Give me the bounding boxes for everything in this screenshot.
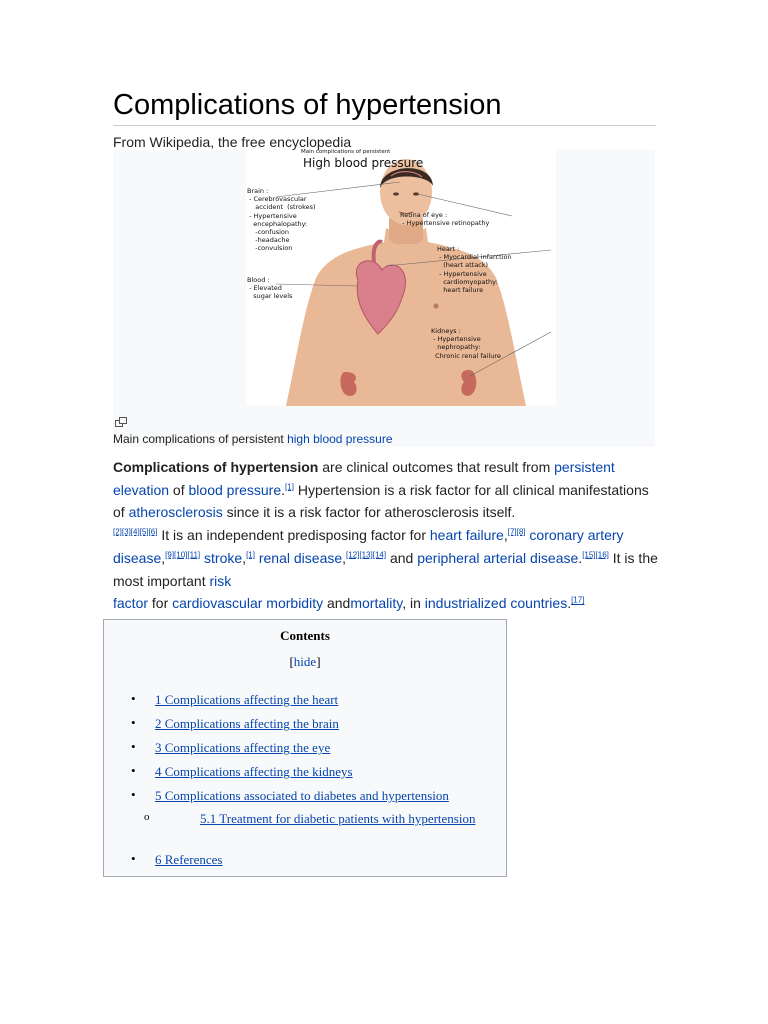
toc-subitem: [144, 811, 476, 827]
text-run: for: [148, 595, 173, 612]
text-run: .: [567, 595, 572, 612]
toc-link-kidneys[interactable]: 4 Complications affecting the kidneys: [155, 764, 353, 779]
page-title: Complications of hypertension: [113, 89, 502, 121]
text-run: Hypertension is a risk factor for all clinical manifestations of: [113, 481, 649, 521]
toc-item: [131, 763, 353, 780]
link-risk-factor[interactable]: risk: [209, 572, 232, 589]
link-atherosclerosis[interactable]: atherosclerosis: [128, 504, 223, 521]
toc-item: [131, 715, 339, 732]
text-run: are clinical outcomes that result from: [318, 459, 555, 475]
text-run: .: [578, 549, 583, 566]
text-run: ,: [161, 549, 166, 566]
link-mortality[interactable]: mortality: [350, 595, 403, 612]
toc-link-references[interactable]: 6 References: [155, 852, 223, 867]
reference-link[interactable]: [7][8]: [507, 527, 526, 537]
text-run: and: [323, 595, 351, 612]
text-run: of: [169, 481, 189, 498]
label-brain: Brain : - Cerebrovascular accident (strokes) - Hypertensive encephalopathy: -confusion -headache -convulsion: [247, 187, 316, 253]
link-stroke[interactable]: stroke: [204, 549, 243, 566]
text-run: ,: [342, 549, 347, 566]
reference-link[interactable]: [1]: [285, 482, 294, 492]
text-run: It is an independent predisposing factor for: [157, 527, 430, 544]
reference-link[interactable]: [2][3][4][5][6]: [113, 527, 158, 537]
toc-link-diabetes-treatment[interactable]: 5.1 Treatment for diabetic patients with hypertension: [200, 811, 476, 826]
link-persistent-elevation[interactable]: persistent elevation: [113, 459, 615, 498]
ring-bullet-icon: o: [144, 811, 150, 823]
toc-item: [131, 787, 449, 804]
text-run: ,: [503, 527, 508, 544]
figure-caption-text: Main complications of persistent: [113, 432, 284, 446]
toc-hide-button[interactable]: hide: [293, 654, 317, 669]
intro-paragraph: [113, 456, 658, 615]
toc-link-eye[interactable]: 3 Complications affecting the eye: [155, 740, 331, 755]
figure-caption: [113, 432, 393, 446]
link-industrialized-countries[interactable]: industrialized countries: [424, 595, 568, 612]
lead-term: Complications of hypertension: [113, 459, 319, 475]
link-cardiovascular-morbidity[interactable]: cardiovascular morbidity: [172, 595, 324, 612]
toc-item: [131, 691, 339, 708]
toc-bracket: ]: [316, 654, 321, 669]
toc-title: Contents: [280, 628, 330, 643]
label-kidneys: Kidneys : - Hypertensive nephropathy: Chronic renal failure: [431, 327, 501, 360]
toc-item: [131, 739, 331, 756]
site-tagline: From Wikipedia, the free encyclopedia: [113, 134, 352, 150]
bullet-icon: •: [131, 763, 136, 778]
text-run: since it is a risk factor for atherosclerosis itself.: [222, 504, 516, 521]
reference-link[interactable]: [12][13][14]: [346, 550, 387, 560]
label-blood: Blood : - Elevated sugar levels: [247, 276, 293, 301]
text-run: , in: [402, 595, 425, 612]
toc-link-diabetes[interactable]: 5 Complications associated to diabetes and hypertension: [155, 788, 449, 803]
text-run: ,: [242, 549, 247, 566]
table-of-contents: [103, 619, 507, 877]
link-peripheral-arterial-disease[interactable]: peripheral arterial disease: [417, 549, 579, 566]
bullet-icon: •: [131, 787, 136, 802]
reference-link[interactable]: [9][10][11]: [165, 550, 201, 560]
toc-link-heart[interactable]: 1 Complications affecting the heart: [155, 692, 339, 707]
bullet-icon: •: [131, 851, 136, 866]
link-blood-pressure[interactable]: blood pressure: [188, 481, 282, 498]
bullet-icon: •: [131, 739, 136, 754]
toc-bracket: [: [289, 654, 294, 669]
bullet-icon: •: [131, 691, 136, 706]
text-run: and: [386, 549, 418, 566]
text-run: It is the most important: [113, 549, 658, 589]
figure-header: High blood pressure: [303, 156, 424, 170]
link-renal-disease[interactable]: renal disease: [258, 549, 343, 566]
reference-link[interactable]: [15][16]: [582, 550, 609, 560]
reference-link[interactable]: [17]: [571, 595, 585, 605]
bullet-icon: •: [131, 715, 136, 730]
link-coronary-artery-disease[interactable]: coronary artery disease: [113, 527, 624, 566]
link-heart-failure[interactable]: heart failure: [429, 527, 504, 544]
figure-header-note: Main complications of persistent: [301, 149, 391, 155]
infobox-figure: [113, 150, 655, 447]
label-retina: Retina of eye : - Hypertensive retinopathy: [400, 211, 490, 228]
link-high-blood-pressure[interactable]: high blood pressure: [287, 432, 393, 446]
label-heart: Heart : - Myocardial infarction (heart attack) - Hypertensive cardiomyopathy: heart failure: [437, 245, 512, 295]
toc-item: [131, 851, 223, 868]
reference-link[interactable]: [1]: [246, 550, 255, 560]
toc-hide-control: [104, 654, 506, 670]
link-risk-factor[interactable]: factor: [113, 595, 149, 612]
title-divider: [113, 125, 656, 126]
toc-link-brain[interactable]: 2 Complications affecting the brain: [155, 716, 339, 731]
enlarge-icon[interactable]: [115, 414, 127, 424]
text-run: .: [281, 481, 286, 498]
